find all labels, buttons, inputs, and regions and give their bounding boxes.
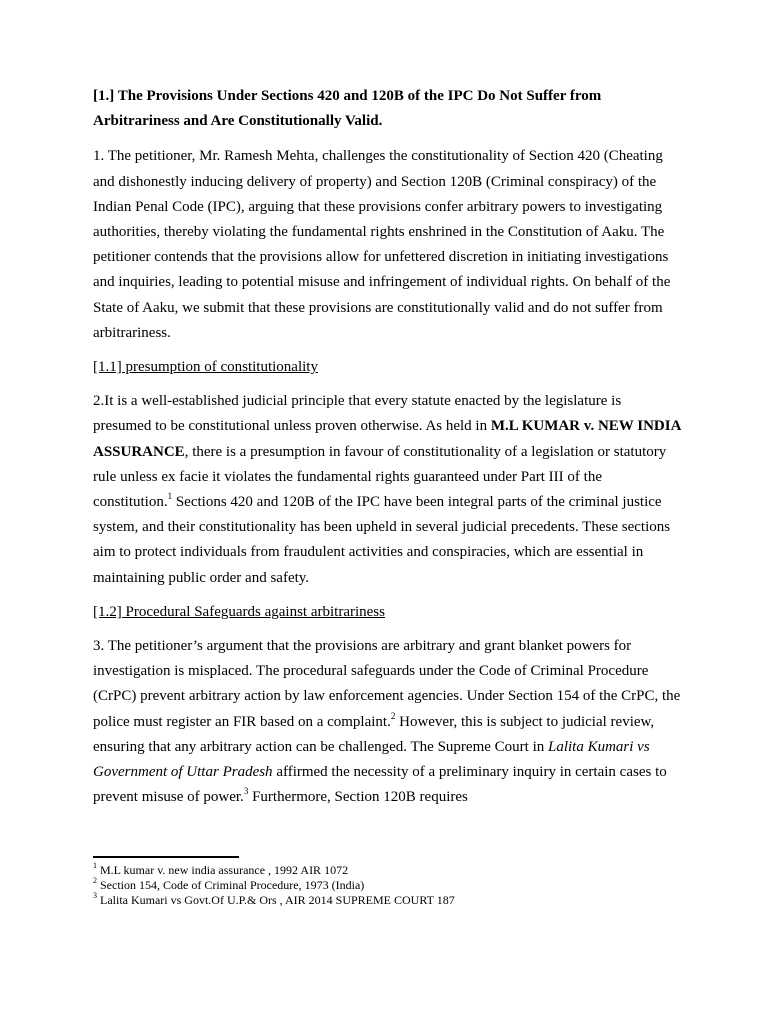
paragraph-3-text-c: affirmed the necessity of a preliminary inquiry in certain cases to prevent misuse of power. [93,764,667,806]
footnote-ref-1[interactable]: 1 [167,491,173,502]
section-heading-text: The Provisions Under Sections 420 and 120B of the IPC Do Not Suffer from Arbitrariness and Are Constitutionally Valid. [93,88,602,130]
paragraph-2 [93,389,683,591]
footnote-1 [93,863,683,878]
case-name-lalita-kumari: Lalita Kumari vs Government of Uttar Pradesh [93,738,650,781]
footnote-3-text: Lalita Kumari vs Govt.Of U.P.& Ors , AIR 2014 SUPREME COURT 187 [97,893,455,907]
paragraph-3 [93,634,683,810]
footnote-1-number: 1 [93,861,97,870]
paragraph-2-text-b: , there is a presumption in favour of constitutionality of a legislation or statutory rule unless ex facie it violates the fundamental rights guaranteed under Part III of the constitution. [93,443,667,511]
footnotes-section [93,856,683,908]
case-name-ml-kumar: M.L KUMAR v. NEW INDIA ASSURANCE [93,418,681,460]
paragraph-3-text-d: Furthermore, Section 120B requires [248,789,468,806]
subheading-1-1-text: [1.1] presumption of constitutionality [93,359,318,376]
paragraph-2-text-a: 2.It is a well-established judicial principle that every statute enacted by the legislature is presumed to be constitutional unless proven otherwise. As held in [93,393,622,435]
footnote-separator [93,856,239,858]
paragraph-1: 1. The petitioner, Mr. Ramesh Mehta, challenges the constitutionality of Section 420 (Cheating and dishonestly inducing delivery of property) and Section 120B (Criminal conspiracy) of the Indian Penal Code (IPC), arguing that these provisions confer arbitrary powers to investigating authorities, thereby violating the fundamental rights enshrined in the Constitution of Aaku. The petitioner contends that the provisions allow for unfettered discretion in initiating investigations and inquiries, leading to potential misuse and infringement of individual rights. On behalf of the State of Aaku, we submit that these provisions are constitutionally valid and do not suffer from arbitrariness. [93,148,671,341]
footnote-2-number: 2 [93,876,97,885]
footnote-3 [93,893,683,908]
subheading-1-1 [93,355,683,380]
footnote-2-text: Section 154, Code of Criminal Procedure, 1973 (India) [97,878,365,892]
document-body [93,84,683,810]
footnote-ref-2[interactable]: 2 [390,710,396,721]
paragraph-3-text-b: However, this is subject to judicial review, ensuring that any arbitrary action can be challenged. The Supreme Court in [93,713,655,755]
section-heading [93,84,683,134]
footnote-1-text: M.L kumar v. new india assurance , 1992 AIR 1072 [97,863,349,877]
footnote-2 [93,878,683,893]
footnote-ref-3[interactable]: 3 [243,786,249,797]
subheading-1-2 [93,600,683,625]
section-heading-number: [1.] [93,88,115,104]
footnote-3-number: 3 [93,891,97,900]
paragraph-2-text-c: Sections 420 and 120B of the IPC have been integral parts of the criminal justice system, and their constitutionality has been upheld in several judicial precedents. These sections aim to protect individuals from fraudulent activities and conspiracies, which are essential in maintaining public order and safety. [93,494,671,586]
subheading-1-2-text: [1.2] Procedural Safeguards against arbitrariness [93,603,385,620]
paragraph-3-text-a: 3. The petitioner’s argument that the provisions are arbitrary and grant blanket powers for investigation is misplaced. The procedural safeguards under the Code of Criminal Procedure (CrPC) prevent arbitrary action by law enforcement agencies. Under Section 154 of the CrPC, the police must register an FIR based on a complaint. [93,638,681,730]
